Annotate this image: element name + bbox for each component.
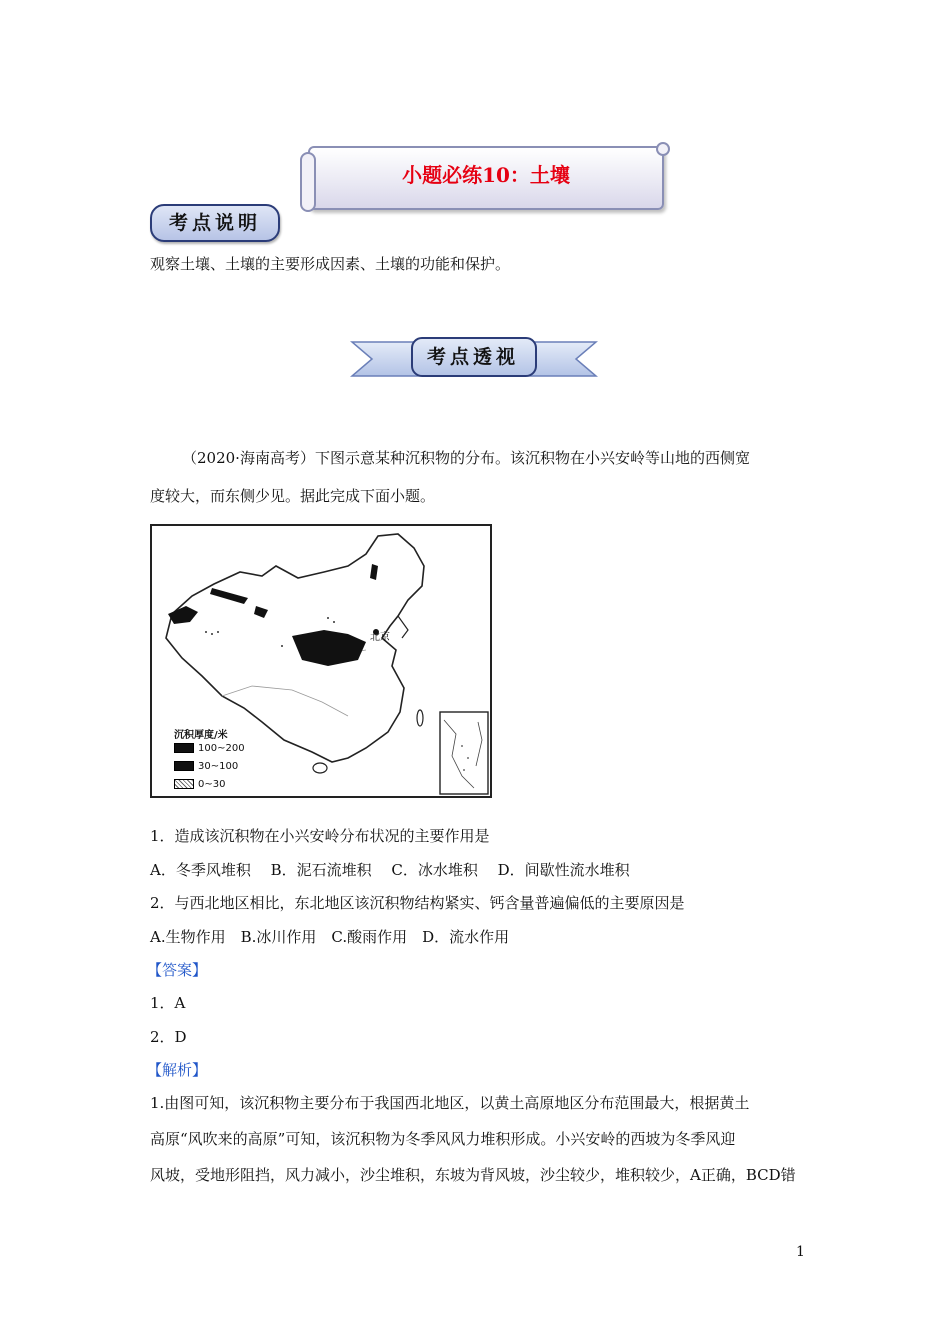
analysis-label: 【解析】 — [147, 1061, 208, 1079]
legend-title: 沉积厚度/米 — [174, 730, 228, 741]
legend-label: 30~100 — [198, 761, 239, 772]
explain-text: 观察土壤、土壤的主要形成因素、土壤的功能和保护。 — [150, 255, 511, 273]
china-map-outline — [152, 526, 490, 796]
analysis-line-3: 风坡，受地形阻挡，风力减小，沙尘堆积，东坡为背风坡，沙尘较少，堆积较少，A正确，BCD错 — [150, 1166, 796, 1184]
page-title: 小题必练10：土壤 — [402, 163, 570, 187]
answer-label: 【答案】 — [147, 961, 208, 979]
legend-label: 100~200 — [198, 743, 245, 754]
question-1-options: A．冬季风堆积 B．泥石流堆积 C．冰水堆积 D．间歇性流水堆积 — [150, 861, 630, 879]
legend-item-100-200 — [174, 743, 245, 754]
legend-swatch-dense — [174, 743, 194, 753]
legend-item-30-100 — [174, 761, 238, 772]
question-1-stem: 1．造成该沉积物在小兴安岭分布状况的主要作用是 — [150, 827, 490, 845]
answer-1: 1．A — [150, 994, 186, 1012]
analysis-line-1: 1.由图可知，该沉积物主要分布于我国西北地区，以黄土高原地区分布范围最大，根据黄土 — [150, 1094, 750, 1112]
page-number: 1 — [796, 1244, 805, 1260]
analysis-line-2: 高原“风吹来的高原”可知，该沉积物为冬季风风力堆积形成。小兴安岭的西坡为冬季风迎 — [150, 1130, 736, 1148]
badge-insight-ribbon — [350, 336, 598, 382]
legend-swatch-medium — [174, 761, 194, 771]
answer-2: 2．D — [150, 1028, 187, 1046]
badge-explain: 考点说明 — [150, 204, 280, 242]
legend-item-0-30 — [174, 779, 225, 790]
sediment-map — [150, 524, 492, 798]
title-banner — [308, 146, 664, 210]
scroll-curl-right — [656, 142, 670, 156]
city-label-beijing: 北京 — [370, 632, 390, 643]
legend-label: 0~30 — [198, 779, 226, 790]
badge-insight: 考点透视 — [426, 346, 519, 368]
legend-swatch-sparse — [174, 779, 194, 789]
question-2-stem: 2．与西北地区相比，东北地区该沉积物结构紧实、钙含量普遍偏低的主要原因是 — [150, 894, 685, 912]
intro-line-2: 度较大，而东侧少见。据此完成下面小题。 — [150, 487, 436, 505]
question-2-options: A.生物作用 B.冰川作用 C.酸雨作用 D．流水作用 — [150, 928, 510, 946]
intro-line-1: （2020·海南高考）下图示意某种沉积物的分布。该沉积物在小兴安岭等山地的西侧宽 — [182, 449, 750, 467]
